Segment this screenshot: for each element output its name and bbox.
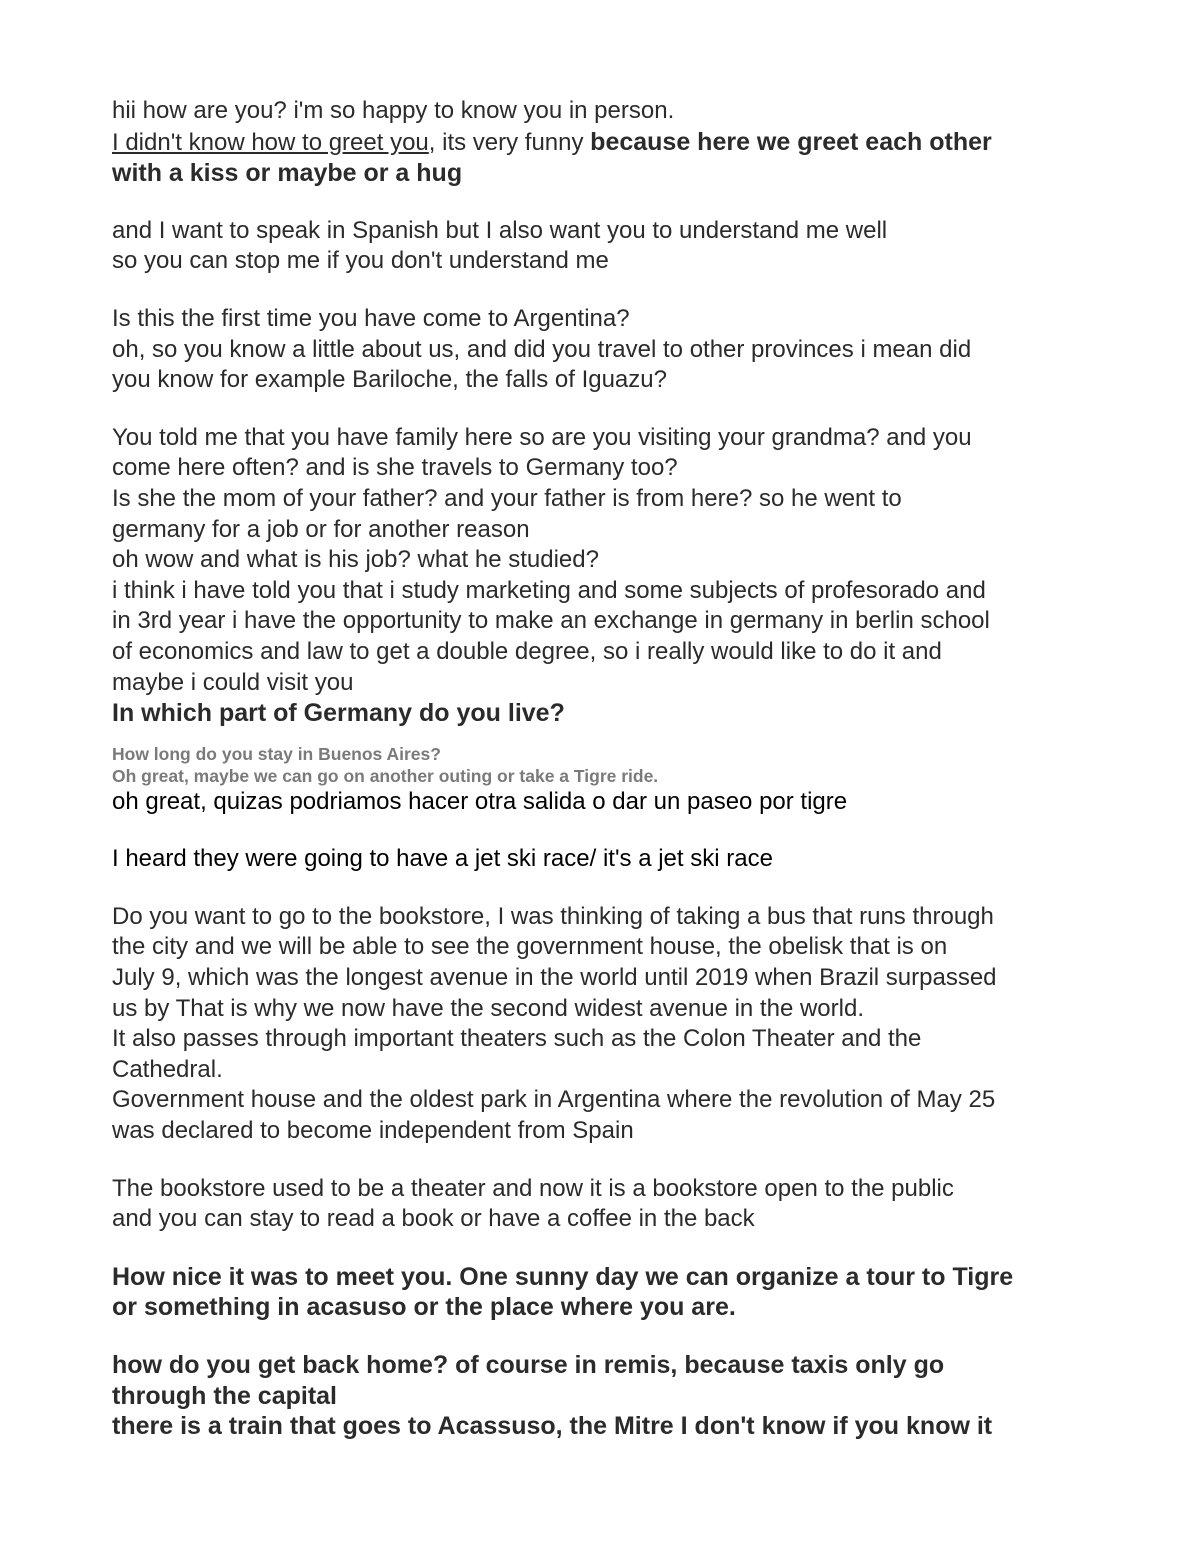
text-line: germany for a job or for another reason [112,515,530,543]
text-line: and I want to speak in Spanish but I also want you to understand me well [112,216,888,244]
paragraph-jet-ski [112,844,1102,875]
grey-text-line: Oh great, maybe we can go on another outing or take a Tigre ride. [112,765,659,786]
text-line: was declared to become independent from Spain [112,1117,634,1145]
bold-text: because here we greet each other [590,127,992,156]
text-line: July 9, which was the longest avenue in the world until 2019 when Brazil surpassed [112,964,997,992]
bold-text-line: how do you get back home? of course in remis, because taxis only go [112,1351,945,1379]
text-line: It also passes through important theaters such as the Colon Theater and the [112,1025,922,1053]
paragraph-greeting [112,96,1102,189]
paragraph-buenos-aires [112,743,1102,818]
text-line: come here often? and is she travels to Germany too? [112,454,678,482]
paragraph-gap [112,277,1102,304]
text-line: I heard they were going to have a jet ski race/ it's a jet ski race [112,845,773,873]
bold-text-line: with a kiss or maybe or a hug [112,159,463,188]
bold-text-line: How nice it was to meet you. One sunny day we can organize a tour to Tigre [112,1262,1014,1291]
text-line [112,127,1102,159]
text-line: Cathedral. [112,1055,223,1083]
text-line: oh, so you know a little about us, and did you travel to other provinces i mean did [112,335,972,363]
text-line: and you can stay to read a book or have a coffee in the back [112,1205,755,1233]
plain-text: , its very funny [428,128,591,156]
text-line: so you can stop me if you don't understand me [112,247,609,275]
text-line: Government house and the oldest park in Argentina where the revolution of May 25 [112,1086,996,1114]
paragraph-gap [112,875,1102,902]
text-line: Is this the first time you have come to Argentina? [112,304,630,332]
text-line: oh wow and what is his job? what he studied? [112,546,599,574]
paragraph-gap [112,729,1102,743]
paragraph-gap [112,1323,1102,1350]
paragraph-argentina [112,304,1102,396]
document-page [112,96,1102,1442]
text-line: hii how are you? i'm so happy to know you in person. [112,97,675,124]
text-line: oh great, quizas podriamos hacer otra salida o dar un paseo por tigre [112,787,848,815]
paragraph-gap [112,817,1102,844]
text-line: the city and we will be able to see the government house, the obelisk that is on [112,933,948,961]
paragraph-gap [112,189,1102,216]
paragraph-gap [112,1235,1102,1262]
text-line: You told me that you have family here so are you visiting your grandma? and you [112,423,972,451]
paragraph-getting-home [112,1350,1102,1442]
bold-text-line: through the capital [112,1381,337,1410]
underlined-text: I didn't know how to greet you [112,128,429,156]
paragraph-gap [112,396,1102,423]
paragraph-bookstore-tour [112,902,1102,1147]
paragraph-bookstore [112,1174,1102,1235]
text-line: The bookstore used to be a theater and now it is a bookstore open to the public [112,1174,954,1202]
bold-text-line: or something in acasuso or the place where you are. [112,1293,736,1322]
paragraph-spanish [112,216,1102,277]
bold-text-line: there is a train that goes to Acassuso, the Mitre I don't know if you know it [112,1412,993,1441]
text-line: Is she the mom of your father? and your father is from here? so he went to [112,484,902,512]
text-line: Do you want to go to the bookstore, I was thinking of taking a bus that runs through [112,902,994,930]
text-line: us by That is why we now have the second widest avenue in the world. [112,994,864,1022]
paragraph-goodbye [112,1262,1102,1323]
grey-text-line: How long do you stay in Buenos Aires? [112,743,441,764]
text-line: maybe i could visit you [112,668,354,696]
bold-text-line: In which part of Germany do you live? [112,699,565,728]
paragraph-family [112,423,1102,729]
text-line: you know for example Bariloche, the falls of Iguazu? [112,366,667,394]
text-line: in 3rd year i have the opportunity to make an exchange in germany in berlin school [112,607,990,635]
text-line: of economics and law to get a double degree, so i really would like to do it and [112,637,942,665]
text-line: i think i have told you that i study marketing and some subjects of profesorado and [112,576,986,604]
paragraph-gap [112,1147,1102,1174]
